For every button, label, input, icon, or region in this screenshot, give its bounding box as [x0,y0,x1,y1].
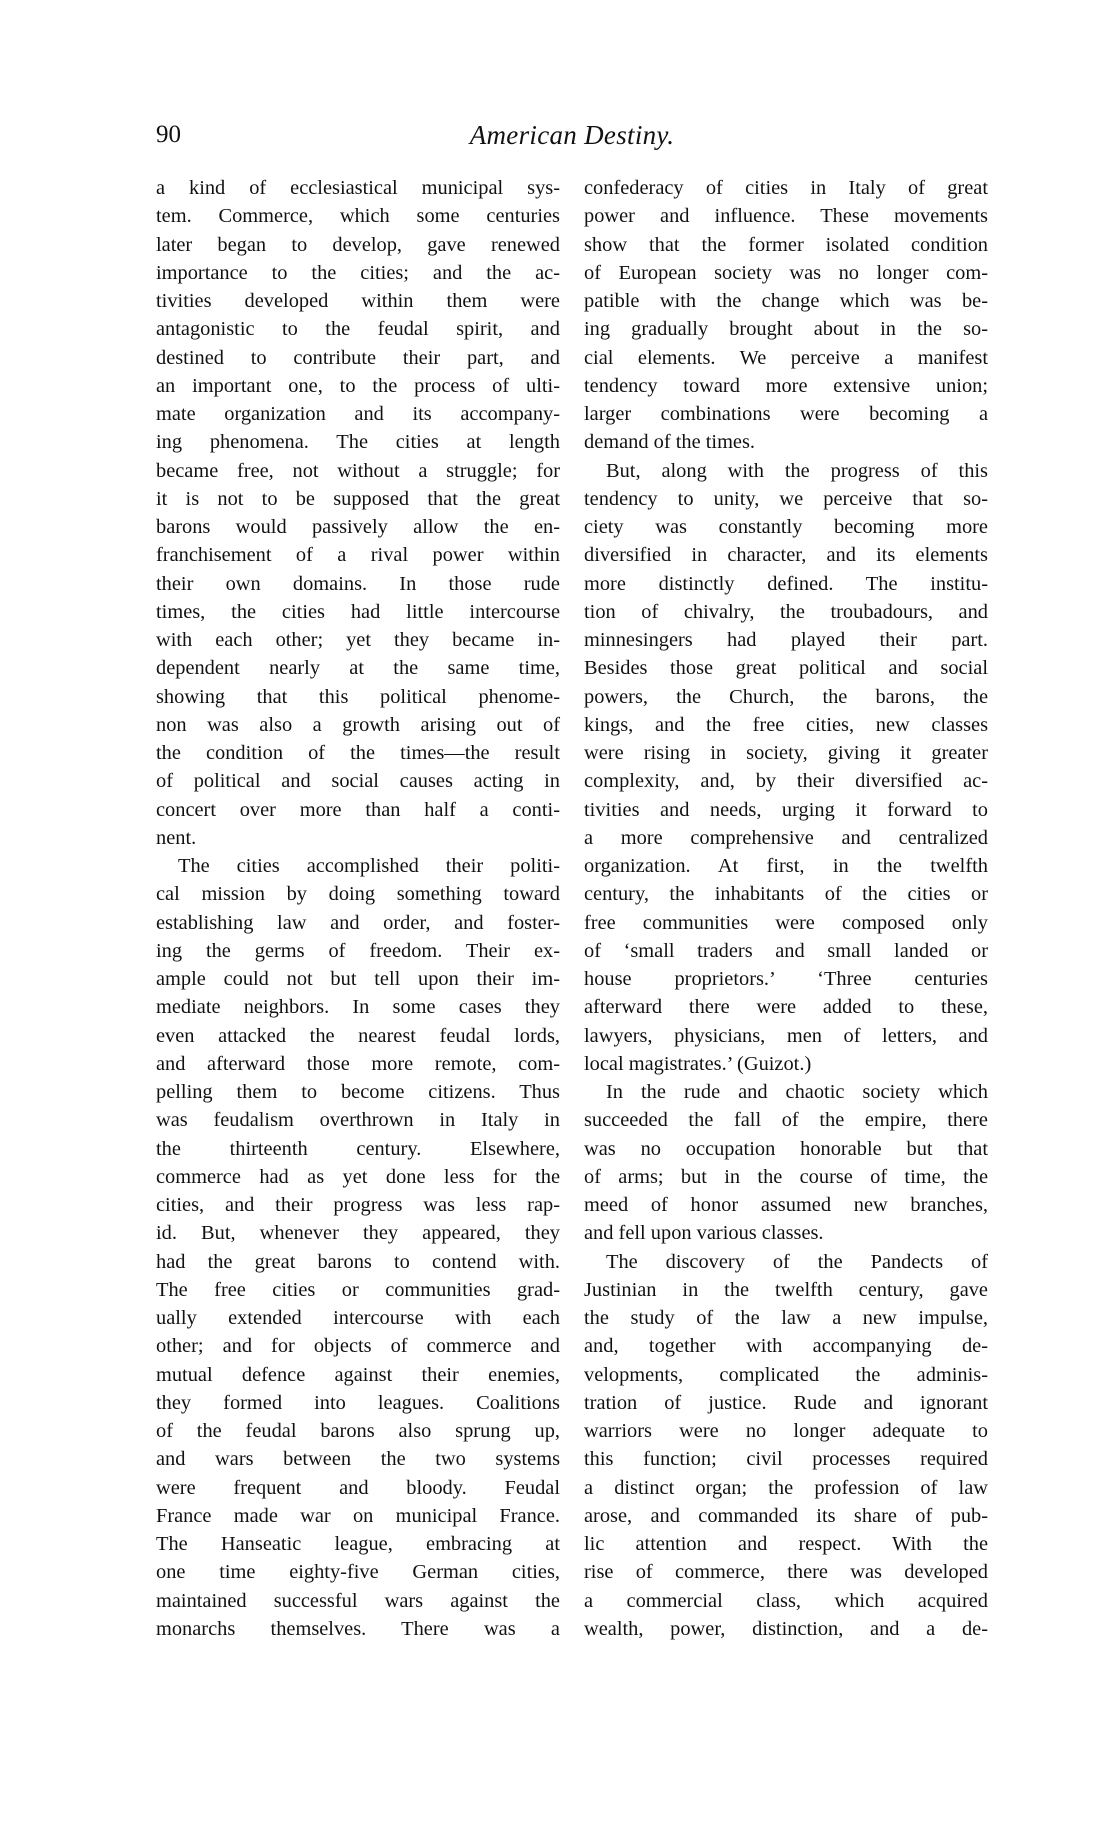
text-line: dependent nearly at the same time, [156,657,560,680]
text-line: nent. [156,826,197,849]
text-line: tem. Commerce, which some centuries [156,205,560,228]
text-line: Justinian in the twelfth century, gave [584,1278,988,1301]
text-line: a kind of ecclesiastical municipal sys- [156,177,560,199]
text-line: The discovery of the Pandects of [606,1250,988,1273]
text-line: The free cities or communities grad- [156,1278,560,1301]
text-line: had the great barons to contend with. [156,1250,560,1273]
text-line: of European society was no longer com- [584,261,988,284]
text-line: concert over more than half a conti- [156,798,560,821]
text-line: the study of the law a new impulse, [584,1307,988,1329]
text-line: and afterward those more remote, com- [156,1052,560,1075]
text-line: afterward there were added to these, [584,996,988,1019]
text-line: ciety was constantly becoming more [584,516,988,538]
page-number: 90 [156,121,181,148]
text-line: a commercial class, which acquired [584,1589,988,1612]
text-line: and wars between the two systems [156,1448,560,1471]
text-line: tivities and needs, urging it forward to [584,798,988,821]
text-line: later began to develop, gave renewed [156,233,560,256]
text-line: other; and for objects of commerce and [156,1335,560,1358]
text-line: wealth, power, distinction, and a de- [584,1617,988,1640]
text-line: the thirteenth century. Elsewhere, [156,1137,560,1160]
text-line: an important one, to the process of ulti- [156,374,560,397]
text-line: with each other; yet they became in- [156,629,560,651]
text-line: warriors were no longer adequate to [584,1420,988,1442]
text-line: pelling them to become citizens. Thus [156,1081,560,1103]
text-line: tration of justice. Rude and ignorant [584,1391,988,1414]
text-line: velopments, complicated the adminis- [584,1363,988,1386]
text-line: meed of honor assumed new branches, [584,1194,988,1216]
text-line: establishing law and order, and foster- [156,911,560,934]
text-line: tendency to unity, we perceive that so- [584,487,988,510]
text-line: century, the inhabitants of the cities or [584,883,988,906]
text-line: kings, and the free cities, new classes [584,713,988,736]
text-line: and, together with accompanying de- [584,1335,988,1358]
paragraph [584,1248,988,1644]
text-line: antagonistic to the feudal spirit, and [156,318,560,341]
text-line: minnesingers had played their part. [584,629,988,651]
text-line: tion of chivalry, the troubadours, and [584,600,988,623]
text-line: cities, and their progress was less rap- [156,1194,560,1216]
text-line: it is not to be supposed that the great [156,487,560,510]
text-line: a more comprehensive and centralized [584,826,988,849]
text-line: rise of commerce, there was developed [584,1561,988,1584]
text-line: ample could not but tell upon their im- [156,968,560,990]
text-line: franchisement of a rival power within [156,544,560,567]
text-line: ually extended intercourse with each [156,1307,560,1329]
text-line: cal mission by doing something toward [156,883,560,906]
left-column [156,174,560,1643]
text-line: lawyers, physicians, men of letters, and [584,1024,988,1047]
text-line: The Hanseatic league, embracing at [156,1533,560,1555]
paragraph [584,1078,988,1248]
text-line: arose, and commanded its share of pub- [584,1504,988,1527]
text-line: non was also a growth arising out of [156,713,560,736]
text-line: showing that this political phenome- [156,685,560,708]
text-line: of ‘small traders and small landed or [584,939,988,962]
text-line: mediate neighbors. In some cases they [156,996,560,1019]
text-line: mate organization and its accompany- [156,403,560,425]
text-line: they formed into leagues. Coalitions [156,1391,560,1414]
text-line: even attacked the nearest feudal lords, [156,1024,560,1047]
text-line: free communities were composed only [584,911,988,934]
text-line: monarchs themselves. There was a [156,1617,560,1640]
text-line: confederacy of cities in Italy of great [584,177,988,199]
text-line: In the rude and chaotic society which [606,1081,988,1103]
text-line: ing gradually brought about in the so- [584,318,988,341]
text-line: were frequent and bloody. Feudal [156,1476,560,1499]
paragraph [584,457,988,1079]
text-line: patible with the change which was be- [584,290,988,312]
text-line: this function; civil processes required [584,1448,988,1471]
text-line: But, along with the progress of this [606,459,988,482]
text-line: the condition of the times—the result [156,742,560,764]
text-line: larger combinations were becoming a [584,403,988,425]
text-line: more distinctly defined. The institu- [584,572,988,595]
text-line: France made war on municipal France. [156,1504,560,1527]
text-line: a distinct organ; the profession of law [584,1476,988,1499]
text-line: complexity, and, by their diversified ac- [584,770,988,793]
text-line: lic attention and respect. With the [584,1533,988,1555]
text-line: one time eighty-five German cities, [156,1561,560,1584]
text-line: was no occupation honorable but that [584,1137,988,1160]
text-line: commerce had as yet done less for the [156,1165,560,1188]
paragraph [584,174,988,457]
text-line: power and influence. These movements [584,205,988,228]
text-line: importance to the cities; and the ac- [156,261,560,284]
running-title: American Destiny. [469,120,675,150]
text-line: show that the former isolated condition [584,233,988,256]
text-line: house proprietors.’ ‘Three centuries [584,968,988,990]
text-line: became free, not without a struggle; for [156,459,560,482]
text-line: was feudalism overthrown in Italy in [156,1109,560,1132]
text-line: destined to contribute their part, and [156,346,560,369]
text-line: ing the germs of freedom. Their ex- [156,939,560,962]
text-line: of the feudal barons also sprung up, [156,1420,560,1442]
text-line: powers, the Church, the barons, the [584,685,988,708]
text-line: succeeded the fall of the empire, there [584,1109,988,1132]
text-line: times, the cities had little intercourse [156,600,560,623]
text-line: maintained successful wars against the [156,1589,560,1612]
text-line: organization. At first, in the twelfth [584,855,988,877]
right-column [584,174,988,1643]
running-head [156,118,988,152]
text-line: their own domains. In those rude [156,572,560,595]
text-line: Besides those great political and social [584,657,988,680]
text-line: id. But, whenever they appeared, they [156,1222,560,1245]
paragraph [156,174,560,852]
text-line: of arms; but in the course of time, the [584,1165,988,1188]
text-line: tivities developed within them were [156,290,560,312]
paragraph [156,852,560,1643]
text-line: mutual defence against their enemies, [156,1363,560,1386]
text-line: demand of the times. [584,431,756,454]
text-line: diversified in character, and its elements [584,544,988,567]
text-line: ing phenomena. The cities at length [156,431,560,454]
text-line: The cities accomplished their politi- [178,855,560,877]
text-line: barons would passively allow the en- [156,516,560,538]
text-line: were rising in society, giving it greater [584,742,988,764]
text-line: and fell upon various classes. [584,1222,824,1245]
text-line: of political and social causes acting in [156,770,560,793]
text-line: cial elements. We perceive a manifest [584,346,988,369]
text-line: tendency toward more extensive union; [584,374,988,397]
text-line: local magistrates.’ (Guizot.) [584,1052,812,1075]
